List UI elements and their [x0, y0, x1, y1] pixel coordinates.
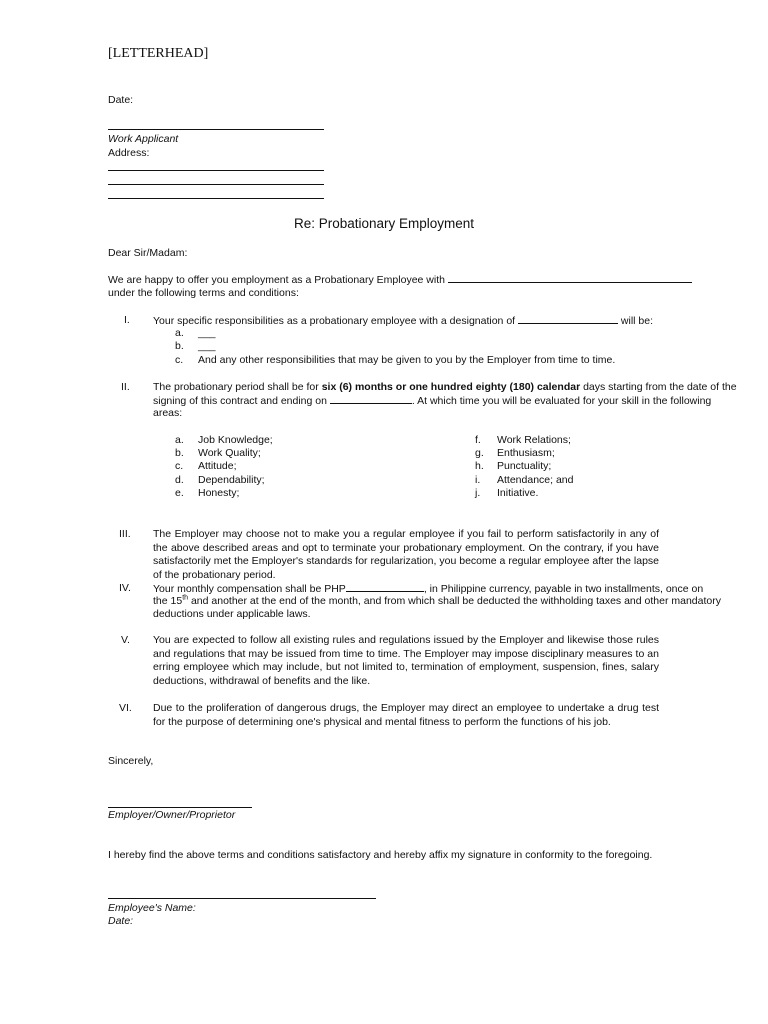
- intro-line-2: under the following terms and conditions:: [108, 287, 299, 299]
- employee-signature-line: [108, 898, 376, 899]
- address-label: Address:: [108, 147, 150, 159]
- employer-signature-label: Employer/Owner/Proprietor: [108, 809, 236, 821]
- probation-duration: six (6) months or one hundred eighty (180) calendar: [321, 381, 581, 393]
- address-line-1: [108, 170, 324, 171]
- intro-line-1: We are happy to offer you employment as a Probationary Employee with: [108, 274, 445, 286]
- area-text-c: Attitude;: [198, 460, 237, 472]
- item-1-subtext-c: And any other responsibilities that may be given to you by the Employer from time to time.: [198, 354, 616, 366]
- item-4-line-1-pre: Your monthly compensation shall be PHP: [153, 583, 346, 595]
- item-4-line-1-post: , in Philippine currency, payable in two installments, once on: [423, 583, 704, 595]
- item-numeral-5: V.: [121, 634, 130, 646]
- area-letter-a: a.: [175, 434, 184, 446]
- area-text-h: Punctuality;: [497, 460, 552, 472]
- end-date-blank: [330, 394, 412, 404]
- subject-line: Re: Probationary Employment: [293, 216, 475, 231]
- area-letter-g: g.: [475, 447, 484, 459]
- item-2-line-2: [153, 394, 711, 409]
- item-numeral-1: I.: [124, 314, 130, 326]
- area-letter-i: i.: [475, 474, 481, 486]
- area-text-d: Dependability;: [198, 474, 265, 486]
- item-2-line-3: areas:: [153, 407, 183, 419]
- item-4-line-2: [153, 595, 721, 609]
- item-numeral-3: III.: [119, 528, 131, 540]
- intro-paragraph: [108, 273, 660, 288]
- applicant-name-line: [108, 129, 324, 130]
- area-letter-f: f.: [475, 434, 481, 446]
- work-applicant-label: Work Applicant: [108, 133, 179, 145]
- area-text-j: Initiative.: [497, 487, 539, 499]
- item-2-line-1-post: days starting from the date of the: [583, 381, 737, 393]
- item-4-line-3: deductions under applicable laws.: [153, 608, 311, 620]
- area-text-e: Honesty;: [198, 487, 240, 499]
- employer-signature-line: [108, 807, 252, 808]
- item-numeral-4: IV.: [119, 582, 131, 594]
- item-2-line-2-post: . At which time you will be evaluated for your skill in the following: [411, 395, 712, 407]
- address-line-3: [108, 198, 324, 199]
- item-1-subletter-c: c.: [175, 354, 184, 366]
- closing: Sincerely,: [108, 755, 154, 767]
- employee-name-label: Employee's Name:: [108, 902, 196, 914]
- conformity-statement: I hereby find the above terms and conditions satisfactory and hereby affix my signature in conformity to the foregoing.: [108, 849, 653, 861]
- item-4-line-2-post: and another at the end of the month, and from which shall be deducted the withholding taxes and other mandatory: [190, 595, 721, 607]
- item-1-subtext-a: ___: [198, 327, 216, 339]
- item-numeral-2: II.: [121, 381, 130, 393]
- item-1-text-b: will be:: [620, 315, 654, 327]
- area-text-g: Enthusiasm;: [497, 447, 555, 459]
- designation-blank: [518, 314, 618, 324]
- item-2-line-1-pre: The probationary period shall be for: [153, 381, 319, 393]
- compensation-blank: [346, 582, 424, 592]
- area-text-b: Work Quality;: [198, 447, 261, 459]
- area-letter-e: e.: [175, 487, 184, 499]
- item-3-text: The Employer may choose not to make you a regular employee if you fail to perform satisfactorily in any of the above described areas and opt to terminate your probationary employment. On the contrary, if you have satisfactorily met the Employer's standards for regularization, you become a regular employee after the lapse of the probationary period.: [153, 528, 659, 581]
- item-6-text: Due to the proliferation of dangerous drugs, the Employer may direct an employee to undertake a drug test for the purpose of determining one's physical and mental fitness to perform the functions of his job.: [153, 702, 659, 728]
- area-text-a: Job Knowledge;: [198, 434, 273, 446]
- item-2-line-1: [153, 381, 737, 395]
- item-1-subtext-b: ___: [198, 340, 216, 352]
- area-letter-d: d.: [175, 474, 184, 486]
- area-text-f: Work Relations;: [497, 434, 571, 446]
- item-1-text-a: Your specific responsibilities as a probationary employee with a designation of: [153, 315, 516, 327]
- area-letter-c: c.: [175, 460, 184, 472]
- date-label: Date:: [108, 94, 134, 106]
- employee-date-label: Date:: [108, 915, 134, 927]
- item-2-line-2-pre: signing of this contract and ending on: [153, 395, 327, 407]
- salutation: Dear Sir/Madam:: [108, 247, 188, 259]
- area-letter-b: b.: [175, 447, 184, 459]
- letterhead: [LETTERHEAD]: [108, 46, 209, 61]
- item-1-subletter-a: a.: [175, 327, 184, 339]
- address-line-2: [108, 184, 324, 185]
- item-numeral-6: VI.: [119, 702, 132, 714]
- area-letter-h: h.: [475, 460, 484, 472]
- company-name-blank: [448, 273, 692, 283]
- item-1-text: [153, 314, 653, 329]
- item-5-text: You are expected to follow all existing rules and regulations issued by the Employer and likewise those rules and regulations that may be issued from time to time. The Employer may impose disciplinary measures to an erring employee which may include, but not limited to, termination of employment, suspension, fines, salary deductions, withdrawal of benefits and the like.: [153, 634, 659, 687]
- ordinal-suffix: th: [182, 594, 189, 602]
- item-1-subletter-b: b.: [175, 340, 184, 352]
- area-letter-j: j.: [475, 487, 481, 499]
- area-text-i: Attendance; and: [497, 474, 574, 486]
- item-4-line-2-pre: the 15: [153, 595, 183, 607]
